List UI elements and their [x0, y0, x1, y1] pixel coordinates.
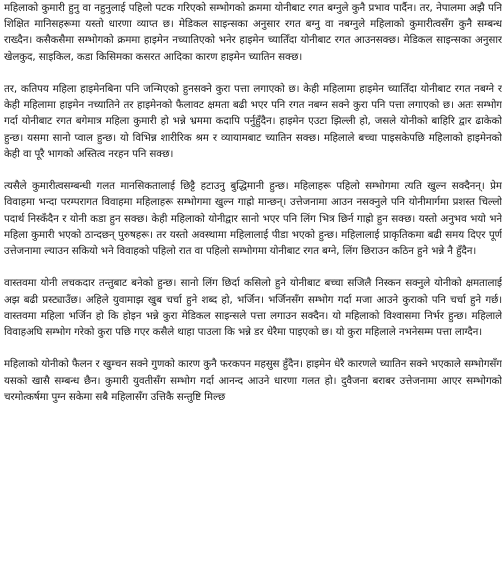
paragraph-2: तर, कतिपय महिला हाइमेनबिना पनि जन्मिएको हुनसक्ने कुरा पत्ता लगाएको छ। केही महिलामा हाइमेन च्यातिँदा योनीबाट रगत नबग्ने र केही महिलामा हाइमेन नच्यातिने तर हाइमेनको फैलावट क्षमता बढी भएर पनि रगत नबग्न सक्ने कुरा पनि पत्ता लगाएको छ। अतः सम्भोग गर्दा योनीबाट रगत बगेमात्र महिला कुमारी हो भन्ने भ्रममा कदापि पर्नुहुँदैन। हाइमेन एउटा झिल्ली हो, जसले योनीको बाहिरि द्वार ढाकेको हुन्छ। यसमा सानो प्वाल हुन्छ। यो विभिन्न शारीरिक श्रम र व्यायामबाट च्यातिन सक्छ। महिलाले बच्चा पाइसकेपछि महिलाको हाइमेनको केही वा पूरै भागको अस्तित्व नरहन पनि सक्छ।: [4, 83, 502, 160]
paragraph-5: महिलाको योनीको फैलन र खुम्चन सक्ने गुणको कारण कुनै फरकपन महसुस हुँदैन। हाइमेन धेरै कारणले च्यातिन सक्ने भएकाले सम्भोगसँग यसको खासै सम्बन्ध छैन। कुमारी युवतीसँग सम्भोग गर्दा आनन्द आउने धारणा गलत हो। दुवैजना बराबर उत्तेजनामा आएर सम्भोगको चरमोत्कर्षमा पुग्न सकेमा सबै महिलासँग उत्तिकै सन्तुष्टि मिल्छ: [4, 358, 502, 403]
paragraph-4: वास्तवमा योनी लचकदार तन्तुबाट बनेको हुन्छ। सानो लिंग छिर्दा कसिलो हुने योनीबाट बच्चा सजिलै निस्कन सक्नुले योनीको क्षमतालाई अझ बढी प्रस्ट्याउँछ। अहिले युवामाझ खुब चर्चा हुने शब्द हो, भर्जिन। भर्जिनसँग सम्भोग गर्दा मजा आउने कुराको पनि चर्चा हुने गर्छ। वास्तवमा महिला भर्जिन हो कि होइन भन्ने कुरा मेडिकल साइन्सले पत्ता लगाउन सक्दैन। यो महिलाको विश्वासमा निर्भर हुन्छ। महिलाले विवाहअघि सम्भोग गरेको कुरा पछि गएर कसैले थाहा पाउला कि भन्ने डर धेरैमा पाइएको छ। यो कुरा महिलाले नभनेसम्म पत्ता लाग्दैन।: [4, 277, 502, 339]
paragraph-3: त्यसैले कुमारीत्वसम्बन्धी गलत मानसिकतालाई छिट्टै हटाउनु बुद्धिमानी हुन्छ। महिलाहरू पहिलो सम्भोगमा त्यति खुल्न सक्दैनन्। प्रेम विवाहमा भन्दा परम्परागत विवाहमा महिलाहरू सम्भोगमा खुल्न गाह्रो मान्छन्। उत्तेजनामा आउन नसक्नुले पनि योनीमार्गमा प्रशस्त चिल्लो पदार्थ निस्कँदैन र योनी कडा हुन सक्छ। केही महिलाको योनीद्वार सानो भएर पनि लिंग भित्र छिर्न गाह्रो हुन सक्छ। यस्तो अनुभव भयो भने महिला कुमारी भएको ठान्दछन् पुरुषहरू। तर यस्तो अवस्थामा महिलालाई पीडा भएको हुन्छ। महिलालाई प्राकृतिकमा बढी समय दिएर पूर्ण उत्तेजनामा ल्याउन सकियो भने विवाहको पहिलो रात वा पहिलो सम्भोगमा योनीबाट रगत बग्ने, लिंग छिराउन कठिन हुने भन्ने नै हुँदैन।: [4, 180, 502, 258]
paragraph-1: महिलाको कुमारी हुनु वा नहुनुलाई पहिलो पटक गरिएको सम्भोगको क्रममा योनीबाट रगत बग्नुले कुनै प्रभाव पार्दैन। तर, नेपालमा अझै पनि शिक्षित मानिसहरूमा यस्तो धारणा व्याप्त छ। मेडिकल साइन्सका अनुसार रगत बग्नु वा नबग्नुले महिलाको कुमारीत्वसँग कुनै सम्बन्ध राख्दैन। कसैकसैमा सम्भोगको क्रममा हाइमेन नच्यातिएको भनेर हाइमेन च्यातिँदा योनीबाट रगत आउनसक्छ। मेडिकल साइन्सका अनुसार खेलकुद, साइकिल, कडा किसिमका कसरत आदिका कारण हाइमेन च्यातिन सक्छ।: [4, 2, 502, 63]
